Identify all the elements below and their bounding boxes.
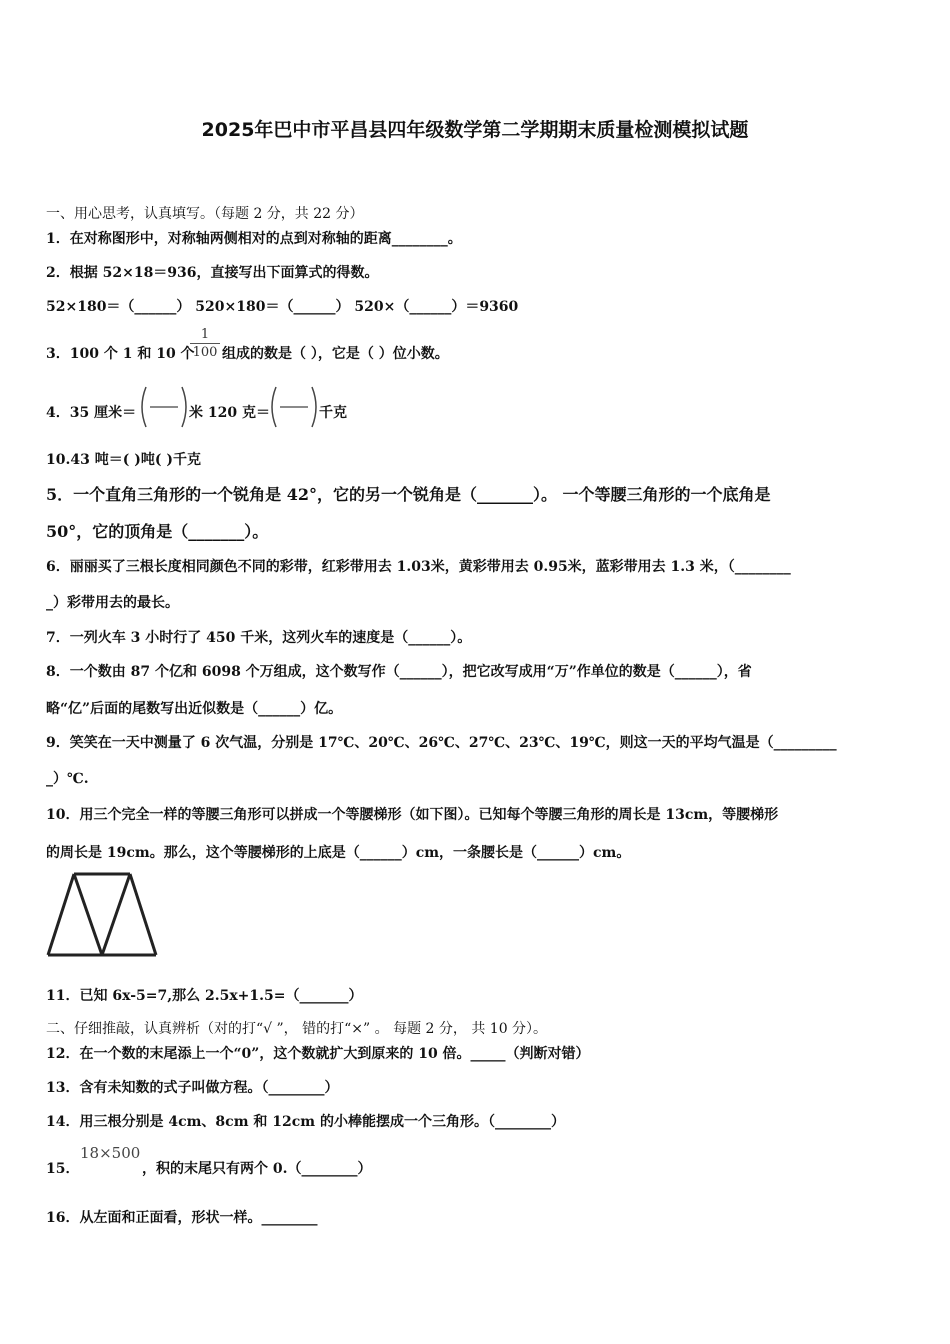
question-4-part-c: 千克 xyxy=(319,405,347,421)
question-5-line-2: 50°，它的顶角是（_______）。 xyxy=(46,522,269,541)
question-12: 12．在一个数的末尾添上一个“0”，这个数就扩大到原来的 10 倍。_____（判断对错） xyxy=(46,1046,590,1062)
question-6-line-1: 6．丽丽买了三根长度相同颜色不同的彩带，红彩带用去 1.03米，黄彩带用去 0.95米，蓝彩带用去 1.3 米，（________ xyxy=(46,559,791,575)
blank-fraction-box-meters xyxy=(138,385,190,429)
question-4-line-2: 10.43 吨＝( )吨( )千克 xyxy=(46,452,201,468)
question-2-calculations: 52×180＝（______） 520×180＝（______） 520×（______）＝9360 xyxy=(46,299,519,315)
section-2-heading: 二、仔细推敲，认真辨析（对的打“√ ”， 错的打“×” 。 每题 2 分， 共 10 分）。 xyxy=(46,1021,548,1037)
question-2: 2．根据 52×18＝936，直接写出下面算式的得数。 xyxy=(46,265,379,281)
trapezoid-right-leg xyxy=(130,874,156,955)
question-9-line-2: _）℃. xyxy=(46,771,89,787)
question-4-part-b: 米 120 克＝ xyxy=(189,405,270,421)
question-11: 11．已知 6x-5=7,那么 2.5x+1.5=（_______） xyxy=(46,988,363,1004)
trapezoid-inner-edge-2 xyxy=(102,874,130,955)
question-14: 14．用三根分别是 4cm、8cm 和 12cm 的小棒能摆成一个三角形。（________） xyxy=(46,1114,565,1130)
trapezoid-inner-edge-1 xyxy=(74,874,102,955)
page-title: 2025年巴中市平昌县四年级数学第二学期期末质量检测模拟试题 xyxy=(201,119,749,141)
question-3-part-b: 组成的数是（ ），它是（ ）位小数。 xyxy=(222,346,449,362)
trapezoid-left-leg xyxy=(48,874,74,955)
fraction-one-hundredth xyxy=(190,327,220,360)
question-9-line-1: 9．笑笑在一天中测量了 6 次气温，分别是 17℃、20℃、26℃、27℃、23℃、19℃，则这一天的平均气温是（_________ xyxy=(46,735,837,751)
fraction-bar xyxy=(190,343,220,344)
question-16: 16．从左面和正面看，形状一样。________ xyxy=(46,1210,318,1226)
question-6-line-2: _）彩带用去的最长。 xyxy=(46,595,179,611)
section-1-heading: 一、用心思考，认真填写。（每题 2 分，共 22 分） xyxy=(46,206,364,222)
question-4-part-a: 4．35 厘米＝ xyxy=(46,405,137,421)
fraction-numerator: 1 xyxy=(200,327,210,342)
question-3-part-a: 3．100 个 1 和 10 个 xyxy=(46,346,195,362)
question-10-line-1: 10．用三个完全一样的等腰三角形可以拼成一个等腰梯形（如下图）。已知每个等腰三角形的周长是 13cm，等腰梯形 xyxy=(46,807,779,823)
isosceles-trapezoid-figure xyxy=(46,870,158,960)
question-5-line-1: 5．一个直角三角形的一个锐角是 42°，它的另一个锐角是（_______）。 一个等腰三角形的一个底角是 xyxy=(46,485,771,504)
question-1: 1．在对称图形中，对称轴两侧相对的点到对称轴的距离________。 xyxy=(46,231,462,247)
fraction-denominator: 100 xyxy=(192,345,218,360)
question-8-line-1: 8．一个数由 87 个亿和 6098 个万组成，这个数写作（______），把它改写成用“万”作单位的数是（______），省 xyxy=(46,664,752,680)
question-10-line-2: 的周长是 19cm。那么，这个等腰梯形的上底是（______）cm，一条腰长是（______）cm。 xyxy=(46,845,631,861)
question-8-line-2: 略“亿”后面的尾数写出近似数是（______）亿。 xyxy=(46,701,343,717)
blank-fraction-box-kilograms xyxy=(268,385,320,429)
question-15-number: 15． xyxy=(46,1161,80,1177)
question-7: 7．一列火车 3 小时行了 450 千米，这列火车的速度是（______）。 xyxy=(46,630,472,646)
question-13: 13．含有未知数的式子叫做方程。（________） xyxy=(46,1080,339,1096)
question-15-text: ，积的末尾只有两个 0.（________） xyxy=(142,1161,372,1177)
question-15-expression: 18×500 xyxy=(80,1144,141,1162)
